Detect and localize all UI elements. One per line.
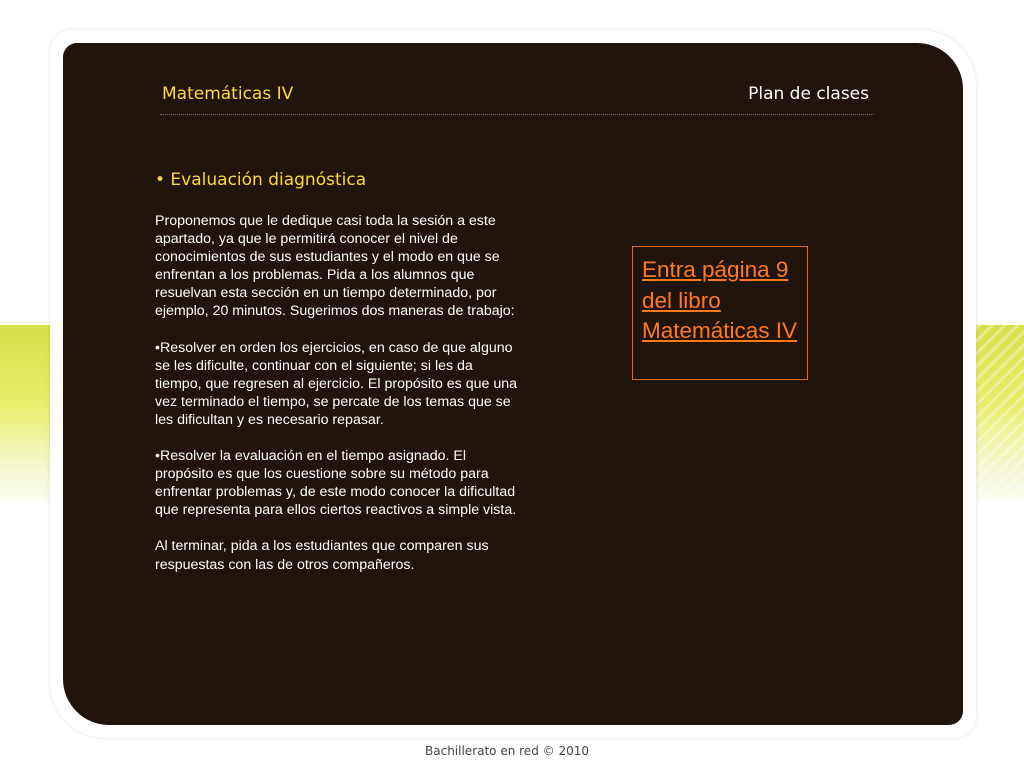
section-heading: • Evaluación diagnóstica [155, 170, 367, 190]
book-link-box [632, 246, 808, 380]
option-one-paragraph: •Resolver en orden los ejercicios, en caso de que alguno se les dificulte, continuar con el siguiente; si les da tiempo, que regresen al ejercicio. El propósito es que una vez terminado el tiempo, se percate de los temas que se les dificultan y es necesario repasar. [155, 339, 517, 428]
section-label: Plan de clases [748, 84, 869, 104]
intro-paragraph: Proponemos que le dedique casi toda la sesión a este apartado, ya que le permitirá conocer el nivel de conocimientos de sus estudiantes y el modo en que se enfrentan a los problemas. Pida a los alumnos que resuelvan esta sección en un tiempo determinado, por ejemplo, 20 minutos. Sugerimos dos maneras de trabajo: [155, 213, 515, 320]
footer-copyright: Bachillerato en red © 2010 [425, 744, 589, 758]
header-divider [160, 114, 874, 115]
option-two-paragraph: •Resolver la evaluación en el tiempo asignado. El propósito es que los cuestione sobre su método para enfrentar problemas y, de este modo conocer la dificultad que representa para ellos ciertos reactivos a simple vista. [155, 448, 517, 519]
closing-paragraph: Al terminar, pida a los estudiantes que comparen sus respuestas con las de otros compañeros. [155, 538, 489, 573]
book-link[interactable]: Entra página 9 del libro Matemáticas IV [642, 257, 798, 343]
body-text [155, 212, 522, 592]
subject-title: Matemáticas IV [162, 84, 294, 104]
